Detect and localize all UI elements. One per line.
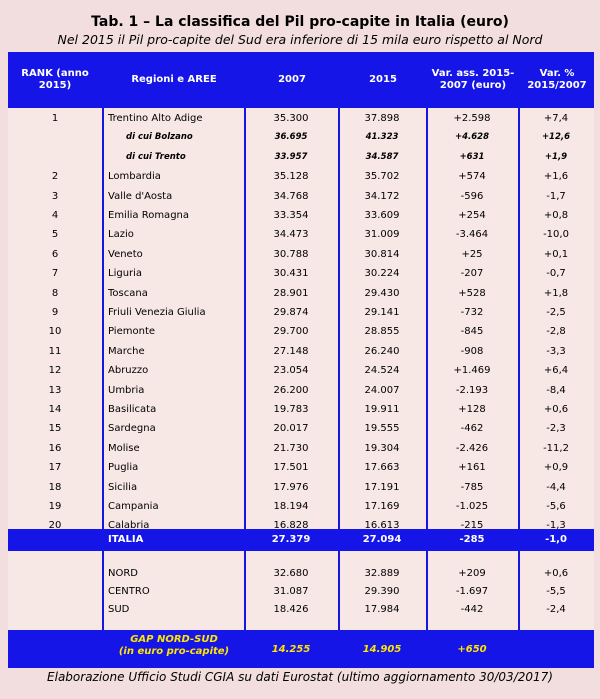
cell-rank: 7 <box>51 268 59 280</box>
cell-abs: -215 <box>460 520 484 532</box>
header-2007: 2007 <box>278 74 306 85</box>
cell-y2007: 36.695 <box>274 132 308 143</box>
cell-pct: +7,4 <box>543 113 569 124</box>
cell-y2007: 32.680 <box>273 568 309 579</box>
cell-pct: -2,8 <box>546 326 566 338</box>
cell-pct: +1,6 <box>543 171 569 183</box>
cell-y2015: 17.663 <box>364 462 400 474</box>
cell-pct: -11,2 <box>543 442 569 454</box>
cell-y2007: 27.379 <box>271 534 311 545</box>
region-row <box>8 381 594 400</box>
cell-pct: -1,3 <box>546 520 566 532</box>
table-title: Tab. 1 – La classifica del Pil pro-capite in Italia (euro) <box>91 14 509 30</box>
cell-y2015: 19.911 <box>364 404 400 415</box>
cell-rank: 5 <box>51 229 59 241</box>
cell-abs: +128 <box>458 404 486 415</box>
cell-pct: -2,4 <box>546 603 566 615</box>
cell-y2015: 35.702 <box>364 171 400 183</box>
subregion-row <box>8 148 594 167</box>
area-row <box>8 600 594 619</box>
region-row <box>8 264 594 283</box>
cell-pct: -8,4 <box>546 384 566 396</box>
cell-y2015: 34.587 <box>365 151 399 162</box>
cell-abs: +574 <box>458 171 486 183</box>
cell-abs: -2.426 <box>455 442 489 454</box>
cell-y2015: 30.814 <box>364 248 400 260</box>
cell-y2007: 31.087 <box>273 585 309 597</box>
cell-y2007: 33.354 <box>273 210 309 221</box>
cell-abs: -596 <box>460 190 484 202</box>
cell-y2007: 35.300 <box>273 113 309 124</box>
header-var-pct: Var. % 2015/2007 <box>527 68 587 91</box>
cell-y2015: 34.172 <box>364 190 400 202</box>
region-row <box>8 439 594 458</box>
header-rank: RANK (anno 2015) <box>21 68 89 91</box>
cell-pct: +12,6 <box>541 132 571 143</box>
cell-y2015: 31.009 <box>364 229 400 241</box>
cell-y2007: 23.054 <box>273 365 309 377</box>
cell-abs: -462 <box>460 423 484 435</box>
cell-pct: +0,8 <box>543 210 569 221</box>
cell-y2015: 27.094 <box>362 534 402 545</box>
cell-name: di cui Bolzano <box>126 132 193 143</box>
cell-name: Marche <box>108 345 145 357</box>
cell-y2015: 26.240 <box>364 345 400 357</box>
cell-pct: -4,4 <box>546 481 566 493</box>
cell-abs: +650 <box>457 644 487 655</box>
cell-abs: +1.469 <box>453 365 491 377</box>
cell-name: Valle d'Aosta <box>108 190 173 202</box>
cell-rank: 3 <box>51 190 59 202</box>
cell-abs: +25 <box>461 248 483 260</box>
gap-label-main: GAP NORD-SUD <box>130 634 218 645</box>
cell-y2015: 16.613 <box>364 520 400 532</box>
cell-y2007: 28.901 <box>273 287 309 299</box>
cell-name: Sicilia <box>108 481 138 493</box>
gap-row <box>8 640 594 659</box>
cell-abs: -285 <box>459 534 485 545</box>
cell-rank: 2 <box>51 171 59 183</box>
cell-y2007: 20.017 <box>273 423 309 435</box>
italia-row <box>8 530 594 549</box>
cell-y2015: 17.984 <box>364 603 400 615</box>
cell-y2007: 18.194 <box>273 501 309 512</box>
cell-abs: -845 <box>460 326 484 338</box>
cell-pct: +6,4 <box>543 365 569 377</box>
table-header <box>8 52 594 108</box>
cell-abs: -207 <box>460 268 484 280</box>
cell-abs: +631 <box>459 151 485 162</box>
cell-pct: +0,1 <box>543 248 569 260</box>
cell-y2007: 17.501 <box>273 462 309 474</box>
region-row <box>8 497 594 516</box>
cell-y2007: 33.957 <box>274 151 308 162</box>
cell-rank: 19 <box>48 501 62 512</box>
cell-y2007: 30.788 <box>273 248 309 260</box>
cell-y2015: 17.169 <box>364 501 400 512</box>
cell-pct: +1,9 <box>544 151 568 162</box>
cell-abs: -1.025 <box>455 501 489 512</box>
cell-rank: 6 <box>51 248 59 260</box>
area-row <box>8 564 594 583</box>
cell-pct: -1,0 <box>545 534 567 545</box>
cell-pct: +1,8 <box>543 287 569 299</box>
cell-rank: 11 <box>48 345 62 357</box>
header-2015: 2015 <box>369 74 397 85</box>
cell-y2007: 29.700 <box>273 326 309 338</box>
cell-abs: +209 <box>458 568 486 579</box>
cell-name: NORD <box>108 568 138 579</box>
cell-name: Sardegna <box>108 423 156 435</box>
cell-name: Umbria <box>108 384 145 396</box>
cell-pct: -2,5 <box>546 307 566 318</box>
cell-y2007: 21.730 <box>273 442 309 454</box>
cell-rank: 8 <box>51 287 59 299</box>
cell-name: Toscana <box>108 287 148 299</box>
cell-name: Trentino Alto Adige <box>108 113 203 124</box>
cell-y2015: 37.898 <box>364 113 400 124</box>
cell-y2007: 27.148 <box>273 345 309 357</box>
cell-pct: -2,3 <box>546 423 566 435</box>
cell-y2015: 28.855 <box>364 326 400 338</box>
cell-abs: +254 <box>458 210 486 221</box>
region-row <box>8 419 594 438</box>
cell-y2015: 29.430 <box>364 287 400 299</box>
region-row <box>8 225 594 244</box>
region-row <box>8 458 594 477</box>
cell-pct: -5,5 <box>546 585 566 597</box>
cell-y2015: 24.007 <box>364 384 400 396</box>
cell-abs: -908 <box>460 345 484 357</box>
cell-abs: -732 <box>460 307 484 318</box>
region-row <box>8 187 594 206</box>
cell-rank: 1 <box>51 113 59 124</box>
region-row <box>8 284 594 303</box>
cell-pct: +0,9 <box>543 462 569 474</box>
cell-name: Piemonte <box>108 326 156 338</box>
cell-name: Abruzzo <box>108 365 149 377</box>
cell-name: Basilicata <box>108 404 157 415</box>
cell-y2015: 41.323 <box>365 132 399 143</box>
region-row <box>8 400 594 419</box>
cell-pct: -0,7 <box>546 268 566 280</box>
cell-y2015: 32.889 <box>364 568 400 579</box>
region-row <box>8 206 594 225</box>
cell-abs: -442 <box>460 603 484 615</box>
cell-y2007: 35.128 <box>273 171 309 183</box>
cell-rank: 4 <box>51 210 59 221</box>
cell-rank: 16 <box>48 442 62 454</box>
cell-name: Liguria <box>108 268 143 280</box>
region-row <box>8 303 594 322</box>
cell-pct: -10,0 <box>543 229 569 241</box>
cell-rank: 9 <box>51 307 59 318</box>
cell-y2015: 14.905 <box>362 644 402 655</box>
cell-y2007: 34.768 <box>273 190 309 202</box>
cell-abs: -785 <box>460 481 484 493</box>
cell-y2015: 17.191 <box>364 481 400 493</box>
area-row <box>8 582 594 601</box>
cell-y2015: 30.224 <box>364 268 400 280</box>
data-table <box>8 52 594 668</box>
cell-abs: -3.464 <box>455 229 489 241</box>
cell-y2007: 34.473 <box>273 229 309 241</box>
cell-y2015: 29.390 <box>364 585 400 597</box>
region-row <box>8 109 594 128</box>
header-region: Regioni e AREE <box>131 74 217 85</box>
region-row <box>8 361 594 380</box>
cell-y2007: 29.874 <box>273 307 309 318</box>
cell-abs: +528 <box>458 287 486 299</box>
cell-pct: -5,6 <box>546 501 566 512</box>
region-row <box>8 167 594 186</box>
gap-label <box>104 634 244 658</box>
cell-rank: 12 <box>48 365 62 377</box>
source-footer: Elaborazione Ufficio Studi CGIA su dati Eurostat (ultimo aggiornamento 30/03/2017) <box>47 670 553 684</box>
subregion-row <box>8 128 594 147</box>
cell-name: Lombardia <box>108 171 161 183</box>
cell-name: Molise <box>108 442 140 454</box>
cell-y2007: 14.255 <box>271 644 311 655</box>
cell-y2007: 17.976 <box>273 481 309 493</box>
cell-y2015: 24.524 <box>364 365 400 377</box>
cell-name: SUD <box>108 603 130 615</box>
cell-y2007: 19.783 <box>273 404 309 415</box>
gap-label-sub: (in euro pro-capite) <box>118 646 230 657</box>
cell-name: CENTRO <box>108 585 150 597</box>
cell-name: Puglia <box>108 462 139 474</box>
cell-name: Calabria <box>108 520 150 532</box>
cell-y2007: 26.200 <box>273 384 309 396</box>
cell-y2007: 30.431 <box>273 268 309 280</box>
cell-name: Lazio <box>108 229 134 241</box>
cell-y2015: 19.304 <box>364 442 400 454</box>
cell-abs: +2.598 <box>453 113 491 124</box>
cell-name: Veneto <box>108 248 143 260</box>
table-subtitle: Nel 2015 il Pil pro-capite del Sud era inferiore di 15 mila euro rispetto al Nord <box>57 32 543 47</box>
region-row <box>8 342 594 361</box>
cell-pct: +0,6 <box>543 404 569 415</box>
cell-name: ITALIA <box>108 534 144 545</box>
region-row <box>8 322 594 341</box>
cell-abs: -1.697 <box>455 585 489 597</box>
cell-rank: 13 <box>48 384 62 396</box>
cell-rank: 17 <box>48 462 62 474</box>
cell-rank: 14 <box>48 404 62 415</box>
cell-rank: 15 <box>48 423 62 435</box>
region-row <box>8 245 594 264</box>
region-row <box>8 478 594 497</box>
cell-y2015: 19.555 <box>364 423 400 435</box>
cell-name: Campania <box>108 501 159 512</box>
cell-abs: +4.628 <box>454 132 489 143</box>
cell-y2007: 16.828 <box>273 520 309 532</box>
cell-abs: +161 <box>458 462 486 474</box>
cell-y2015: 33.609 <box>364 210 400 221</box>
cell-name: Friuli Venezia Giulia <box>108 307 206 318</box>
cell-y2007: 18.426 <box>273 603 309 615</box>
header-var-abs: Var. ass. 2015-2007 (euro) <box>431 68 515 91</box>
cell-rank: 20 <box>48 520 62 532</box>
cell-name: di cui Trento <box>126 151 186 162</box>
cell-pct: +0,6 <box>543 568 569 579</box>
cell-abs: -2.193 <box>455 384 489 396</box>
cell-name: Emilia Romagna <box>108 210 190 221</box>
cell-rank: 10 <box>48 326 62 338</box>
cell-y2015: 29.141 <box>364 307 400 318</box>
cell-pct: -3,3 <box>546 345 566 357</box>
cell-rank: 18 <box>48 481 62 493</box>
cell-pct: -1,7 <box>546 190 566 202</box>
